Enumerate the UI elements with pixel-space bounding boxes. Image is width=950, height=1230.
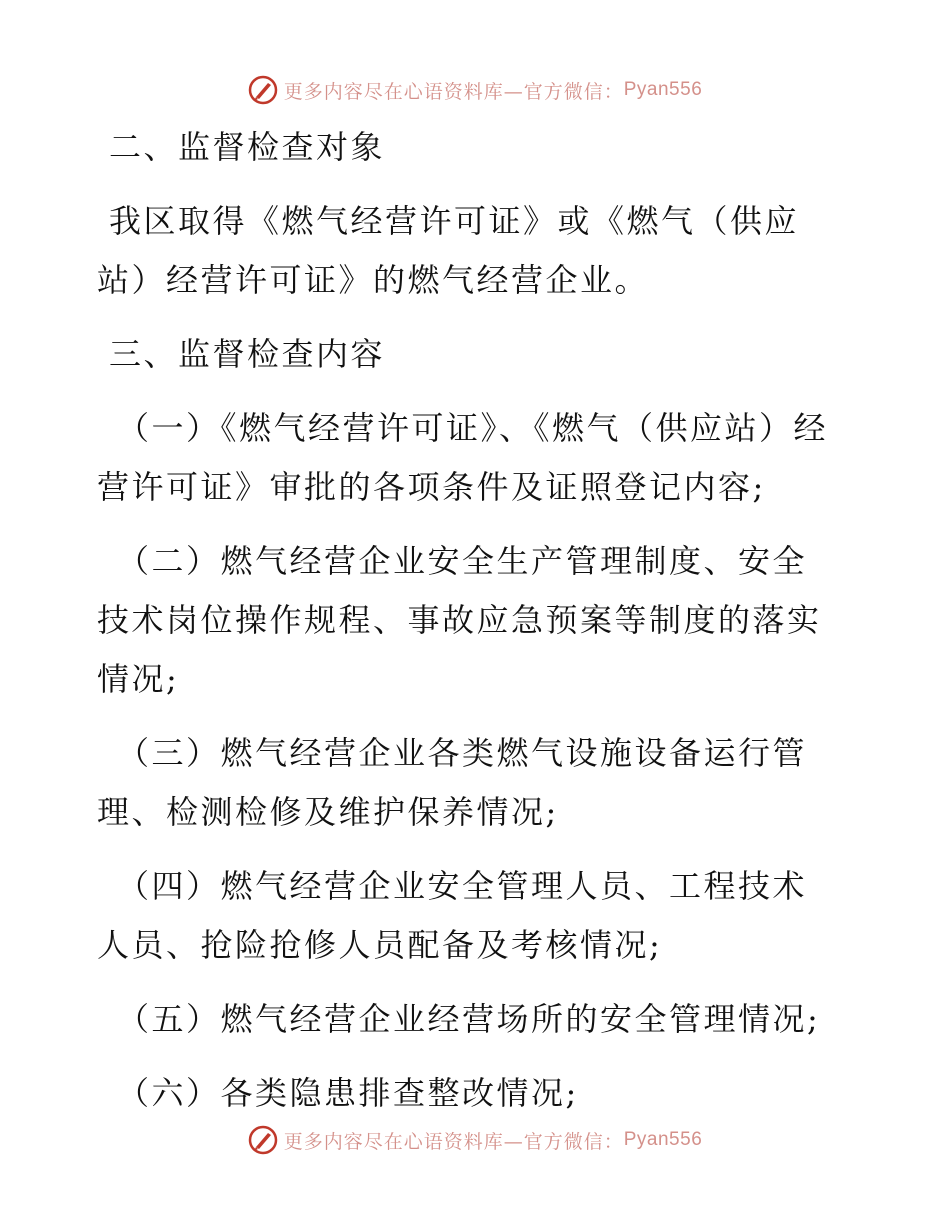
section-heading-objects: 二、监督检查对象	[109, 128, 386, 166]
watermark-wechat-id: Pyan556	[623, 1129, 703, 1150]
quill-logo-icon	[248, 75, 278, 105]
list-item-4: （四）燃气经营企业安全管理人员、工程技术人员、抢险抢修人员配备及考核情况;	[97, 867, 808, 964]
quill-logo-icon	[248, 1125, 278, 1155]
watermark-text: 更多内容尽在心语资料库—官方微信：	[283, 1130, 624, 1153]
watermark-wechat-id: Pyan556	[623, 79, 703, 100]
document-body	[97, 118, 837, 1138]
paragraph-objects: 我区取得《燃气经营许可证》或《燃气（供应站）经营许可证》的燃气经营企业。	[97, 202, 800, 299]
watermark-text: 更多内容尽在心语资料库—官方微信：	[283, 80, 624, 103]
section-heading-content: 三、监督检查内容	[109, 335, 386, 373]
header-watermark	[0, 70, 950, 110]
list-item-2: （二）燃气经营企业安全生产管理制度、安全技术岗位操作规程、事故应急预案等制度的落实情况;	[97, 542, 822, 698]
list-item-1: （一）《燃气经营许可证》、《燃气（供应站）经营许可证》审批的各项条件及证照登记内容;	[97, 409, 829, 506]
footer-watermark	[0, 1120, 950, 1160]
list-item-5: （五）燃气经营企业经营场所的安全管理情况;	[117, 1000, 821, 1038]
list-item-6: （六）各类隐患排查整改情况;	[117, 1074, 579, 1112]
list-item-3: （三）燃气经营企业各类燃气设施设备运行管理、检测检修及维护保养情况;	[97, 734, 808, 831]
